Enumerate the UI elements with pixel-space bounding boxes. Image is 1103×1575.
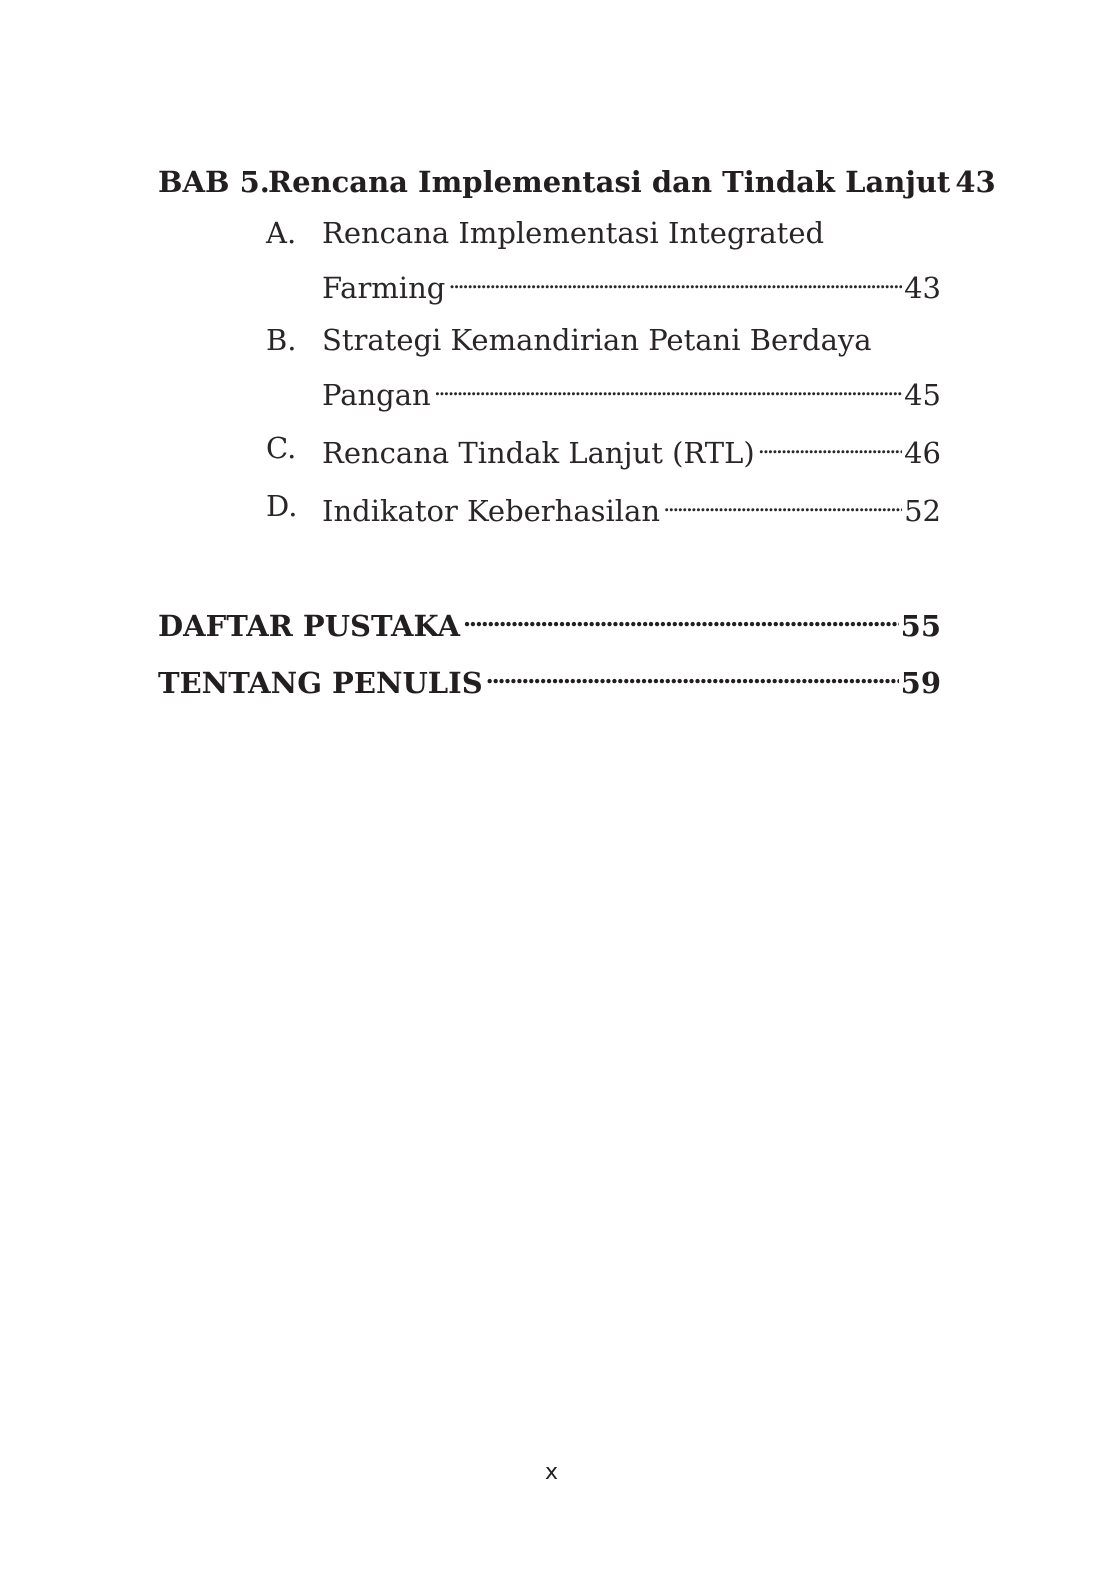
back-matter-page-number: 55	[900, 608, 941, 643]
toc-item-title: Rencana Tindak Lanjut (RTL)	[322, 435, 755, 470]
toc-item-a-line2[interactable]	[322, 266, 941, 305]
toc-daftar-pustaka-row[interactable]	[158, 604, 941, 643]
toc-tentang-penulis-row[interactable]	[158, 661, 941, 700]
toc-item-c-row[interactable]	[322, 431, 941, 470]
toc-item-page-number: 46	[904, 435, 941, 470]
toc-item-title: Rencana Implementasi Integrated	[322, 216, 825, 250]
toc-item-b-line1[interactable]	[322, 323, 872, 357]
toc-item-title: Strategi Kemandirian Petani Berdaya	[322, 323, 872, 357]
leader-dots	[486, 661, 899, 693]
leader-dots	[463, 604, 899, 636]
toc-item-letter: D.	[266, 489, 298, 523]
toc-item-page-number: 45	[904, 377, 941, 412]
leader-dots	[758, 431, 902, 463]
toc-item-b-line2[interactable]	[322, 373, 941, 412]
toc-item-page-number: 43	[904, 270, 941, 305]
toc-item-a-line1[interactable]	[322, 216, 824, 250]
back-matter-title: TENTANG PENULIS	[158, 665, 483, 700]
toc-item-letter: C.	[266, 431, 297, 465]
leader-dots	[434, 373, 902, 405]
back-matter-title: DAFTAR PUSTAKA	[158, 608, 460, 643]
back-matter-page-number: 59	[900, 665, 941, 700]
toc-item-b-letter-row	[266, 323, 297, 357]
leader-dots	[663, 489, 902, 521]
toc-item-title: Indikator Keberhasilan	[322, 493, 661, 528]
toc-item-letter: B.	[266, 323, 297, 357]
toc-item-page-number: 52	[904, 493, 941, 528]
chapter-page-number: 43	[955, 164, 996, 199]
chapter-title: Rencana Implementasi dan Tindak Lanjut	[268, 164, 951, 199]
toc-item-d-row[interactable]	[322, 489, 941, 528]
toc-item-c-letter-row	[266, 431, 296, 465]
toc-item-a-letter-row	[266, 216, 296, 250]
chapter-prefix: BAB 5.	[158, 164, 270, 199]
toc-item-letter: A.	[266, 216, 297, 250]
toc-item-title-cont: Pangan	[322, 377, 431, 412]
leader-dots	[448, 266, 902, 298]
chapter-label	[158, 165, 950, 199]
toc-item-title-cont: Farming	[322, 270, 446, 305]
page-number-footer: x	[544, 1460, 559, 1485]
toc-item-d-letter-row	[266, 489, 297, 523]
toc-chapter-row[interactable]	[158, 160, 996, 199]
